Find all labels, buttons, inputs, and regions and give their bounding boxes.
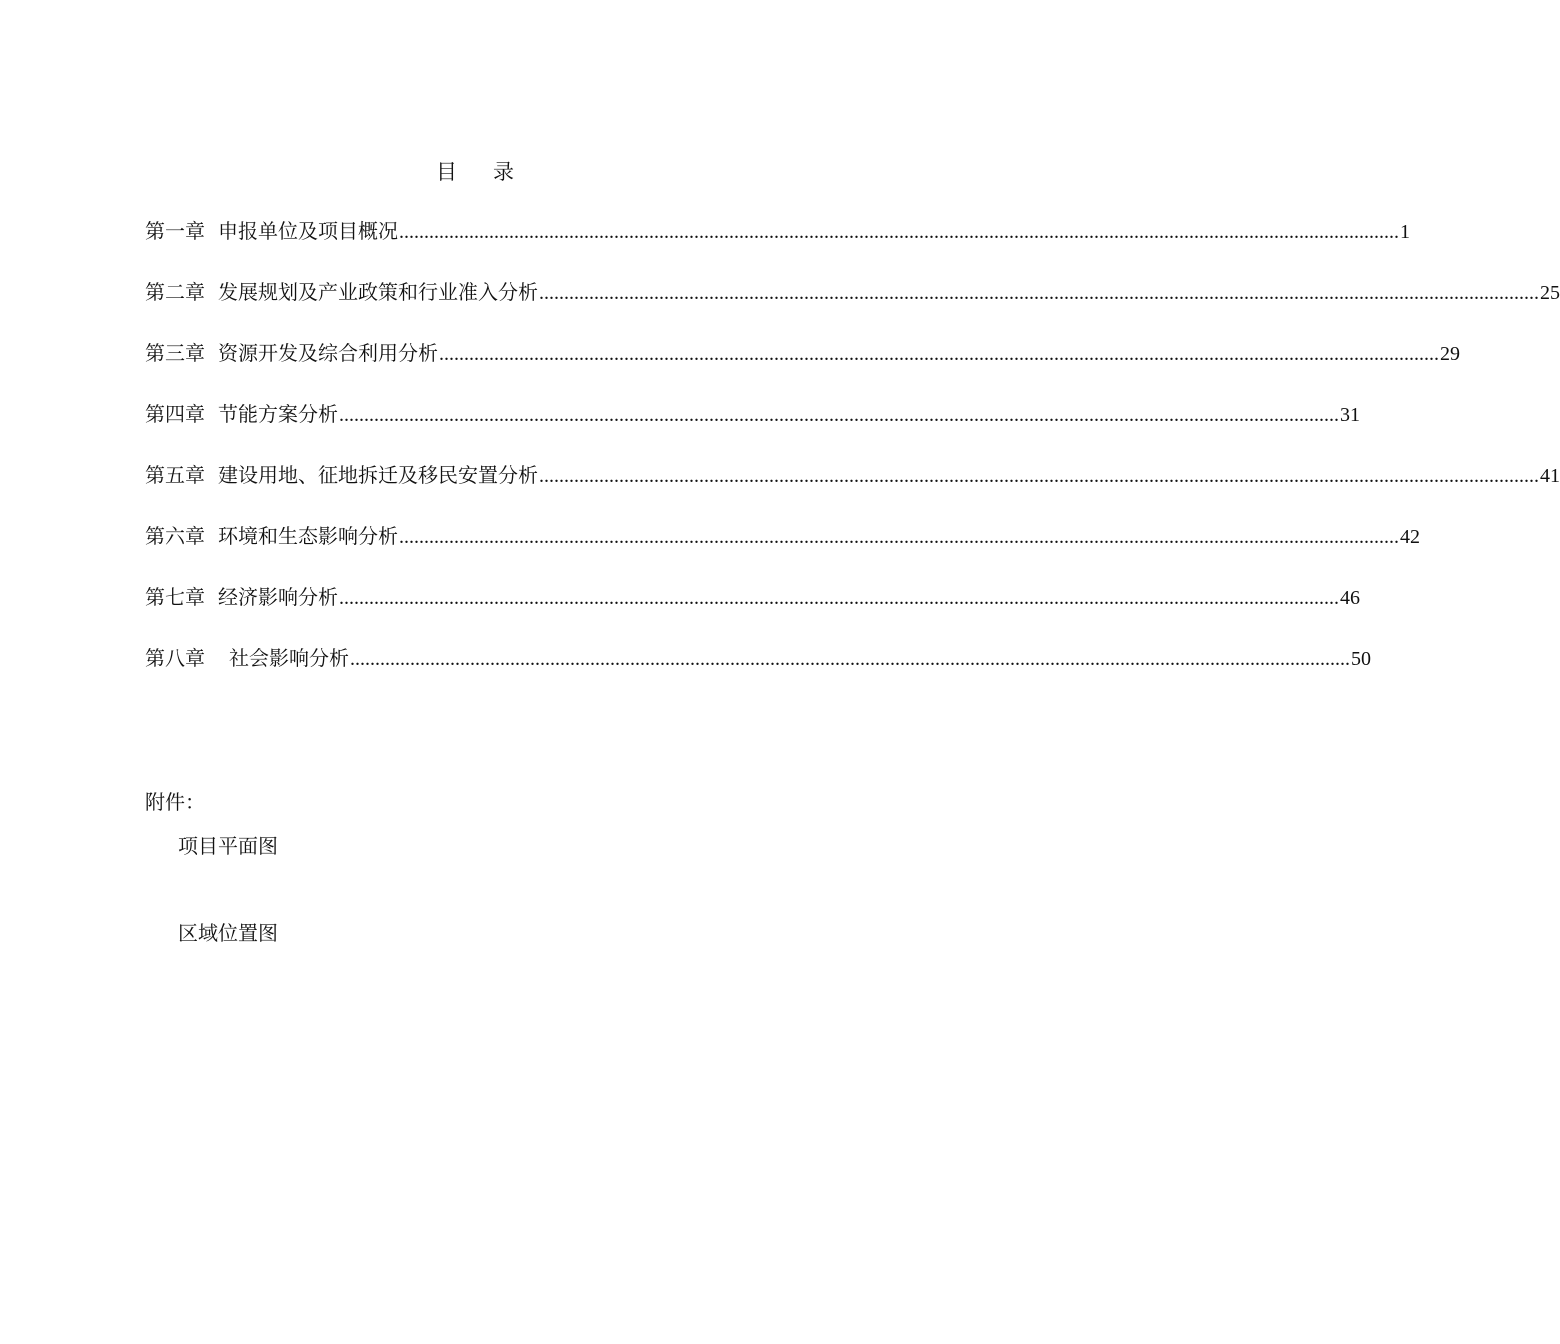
toc-chapter-label: 第三章	[145, 341, 205, 365]
toc-entry-7[interactable]	[145, 582, 1360, 643]
toc-entry-4[interactable]	[145, 399, 1360, 460]
toc-chapter-label: 第四章	[145, 402, 205, 426]
toc-page-number: 42	[1400, 526, 1420, 548]
toc-dot-leader: ........................................................................................................................................................................................................	[439, 343, 1439, 365]
toc-page-number: 25	[1540, 282, 1560, 304]
page-title	[0, 156, 950, 186]
toc-chapter-label: 第八章	[145, 646, 205, 670]
toc-page-number: 1	[1400, 221, 1410, 243]
toc-chapter-label: 第二章	[145, 280, 205, 304]
toc-dot-leader: ........................................................................................................................................................................................................	[539, 282, 1539, 304]
toc-entry-2[interactable]	[145, 277, 1560, 338]
toc-entry-6[interactable]	[145, 521, 1420, 582]
toc-entry-3[interactable]	[145, 338, 1460, 399]
toc-page-number: 29	[1440, 343, 1460, 365]
attachment-item: 区域位置图	[178, 921, 278, 945]
toc-entry-1[interactable]	[145, 216, 1410, 277]
toc-chapter-title: 建设用地、征地拆迁及移民安置分析	[218, 463, 538, 487]
attachments-heading: 附件：	[145, 790, 205, 814]
toc-dot-leader: ........................................................................................................................................................................................................	[399, 221, 1399, 243]
toc-chapter-title: 申报单位及项目概况	[218, 219, 398, 243]
toc-entry-5[interactable]	[145, 460, 1560, 521]
toc-page-number: 50	[1351, 648, 1371, 670]
toc-chapter-title: 社会影响分析	[229, 646, 349, 670]
toc-chapter-title: 环境和生态影响分析	[218, 524, 398, 548]
toc-chapter-title: 资源开发及综合利用分析	[218, 341, 438, 365]
toc-chapter-title: 发展规划及产业政策和行业准入分析	[218, 280, 538, 304]
toc-dot-leader: ........................................................................................................................................................................................................	[399, 526, 1399, 548]
toc-chapter-label: 第六章	[145, 524, 205, 548]
toc-entry-8[interactable]	[145, 643, 1371, 704]
title-char-1: 目	[436, 160, 457, 184]
attachment-item: 项目平面图	[178, 834, 278, 858]
toc-dot-leader: ........................................................................................................................................................................................................	[339, 404, 1339, 426]
toc-page-number: 46	[1340, 587, 1360, 609]
table-of-contents	[145, 216, 1560, 704]
title-char-2: 录	[493, 160, 514, 184]
toc-page-number: 41	[1540, 465, 1560, 487]
toc-dot-leader: ........................................................................................................................................................................................................	[539, 465, 1539, 487]
toc-page-number: 31	[1340, 404, 1360, 426]
toc-chapter-label: 第一章	[145, 219, 205, 243]
toc-chapter-title: 节能方案分析	[218, 402, 338, 426]
toc-chapter-label: 第七章	[145, 585, 205, 609]
toc-chapter-title: 经济影响分析	[218, 585, 338, 609]
toc-chapter-label: 第五章	[145, 463, 205, 487]
toc-dot-leader: ........................................................................................................................................................................................................	[350, 648, 1350, 670]
toc-dot-leader: ........................................................................................................................................................................................................	[339, 587, 1339, 609]
